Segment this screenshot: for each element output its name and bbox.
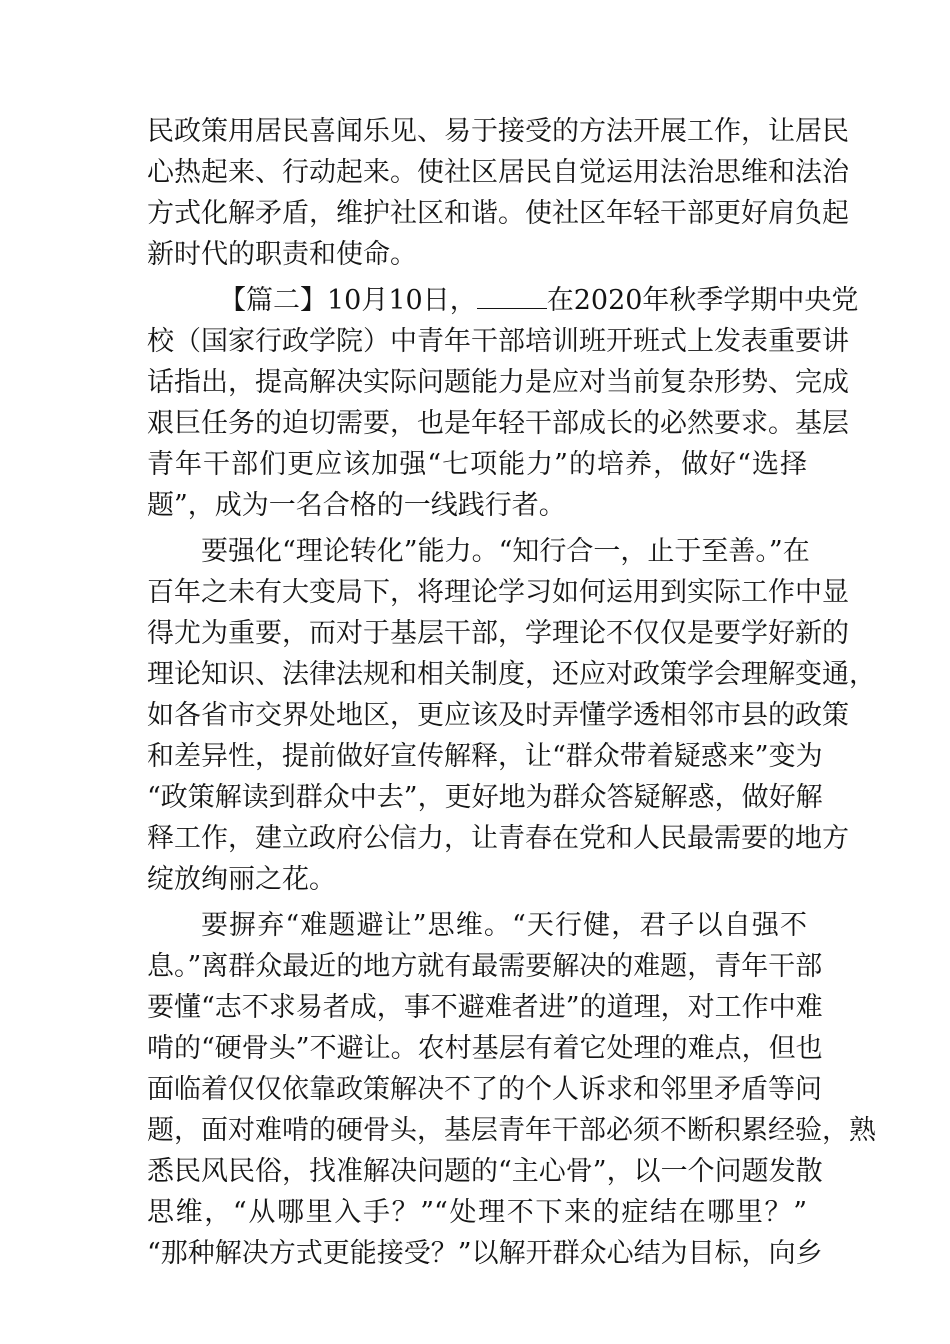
text-line: 和差异性，提前做好宣传解释，让“群众带着疑惑来”变为	[147, 741, 823, 772]
paragraph-3	[147, 531, 876, 900]
text-line: 题”，成为一名合格的一线践行者。	[147, 490, 566, 521]
text-line: 啃的“硬骨头”不避让。农村基层有着它处理的难点，但也	[147, 1033, 823, 1064]
text-line: 绽放绚丽之花。	[147, 864, 336, 895]
text-fragment: 在2020年秋季学期中央党	[546, 285, 859, 316]
text-line: 息。”离群众最近的地方就有最需要解决的难题，青年干部	[147, 951, 823, 982]
text-line: 百年之未有大变局下，将理论学习如何运用到实际工作中显	[147, 577, 849, 608]
text-line: 理论知识、法律法规和相关制度，还应对政策学会理解变通，	[147, 659, 876, 690]
paragraph-4	[147, 905, 876, 1274]
text-line-first	[147, 280, 859, 321]
blank-underline	[477, 284, 547, 309]
paragraph-2	[147, 280, 859, 526]
text-line-first: 要强化“理论转化”能力。“知行合一，止于至善。”在	[201, 536, 810, 567]
text-line: 如各省市交界处地区，更应该及时弄懂学透相邻市县的政策	[147, 700, 849, 731]
text-line: 话指出，提高解决实际问题能力是应对当前复杂形势、完成	[147, 367, 849, 398]
document-body	[147, 111, 876, 1274]
text-line: 题，面对难啃的硬骨头，基层青年干部必须不断积累经验，熟	[147, 1115, 876, 1146]
text-line: 要懂“志不求易者成，事不避难者进”的道理，对工作中难	[147, 992, 823, 1023]
text-line: “那种解决方式更能接受？”以解开群众心结为目标，向乡	[147, 1238, 823, 1269]
text-line: 艰巨任务的迫切需要，也是年轻干部成长的必然要求。基层	[147, 408, 849, 439]
text-line: 校（国家行政学院）中青年干部培训班开班式上发表重要讲	[147, 326, 849, 357]
text-line: 思维，“从哪里入手？”“处理不下来的症结在哪里？”	[147, 1197, 807, 1228]
text-line-first: 要摒弃“难题避让”思维。“天行健，君子以自强不	[201, 910, 807, 941]
text-line: 方式化解矛盾，维护社区和谐。使社区年轻干部更好肩负起	[147, 198, 849, 229]
text-line: 民政策用居民喜闻乐见、易于接受的方法开展工作，让居民	[147, 116, 849, 147]
text-line: 得尤为重要，而对于基层干部，学理论不仅仅是要学好新的	[147, 618, 849, 649]
text-line: 悉民风民俗，找准解决问题的“主心骨”，以一个问题发散	[147, 1156, 823, 1187]
text-line: 心热起来、行动起来。使社区居民自觉运用法治思维和法治	[147, 157, 849, 188]
section-heading-text: 【篇二】10月10日，	[219, 285, 477, 316]
text-line: 面临着仅仅依靠政策解决不了的个人诉求和邻里矛盾等问	[147, 1074, 822, 1105]
text-line: 释工作，建立政府公信力，让青春在党和人民最需要的地方	[147, 823, 849, 854]
text-line: 青年干部们更应该加强“七项能力”的培养，做好“选择	[147, 449, 807, 480]
text-line: 新时代的职责和使命。	[147, 239, 417, 270]
text-line: “政策解读到群众中去”，更好地为群众答疑解惑，做好解	[147, 782, 823, 813]
paragraph-1	[147, 111, 849, 275]
